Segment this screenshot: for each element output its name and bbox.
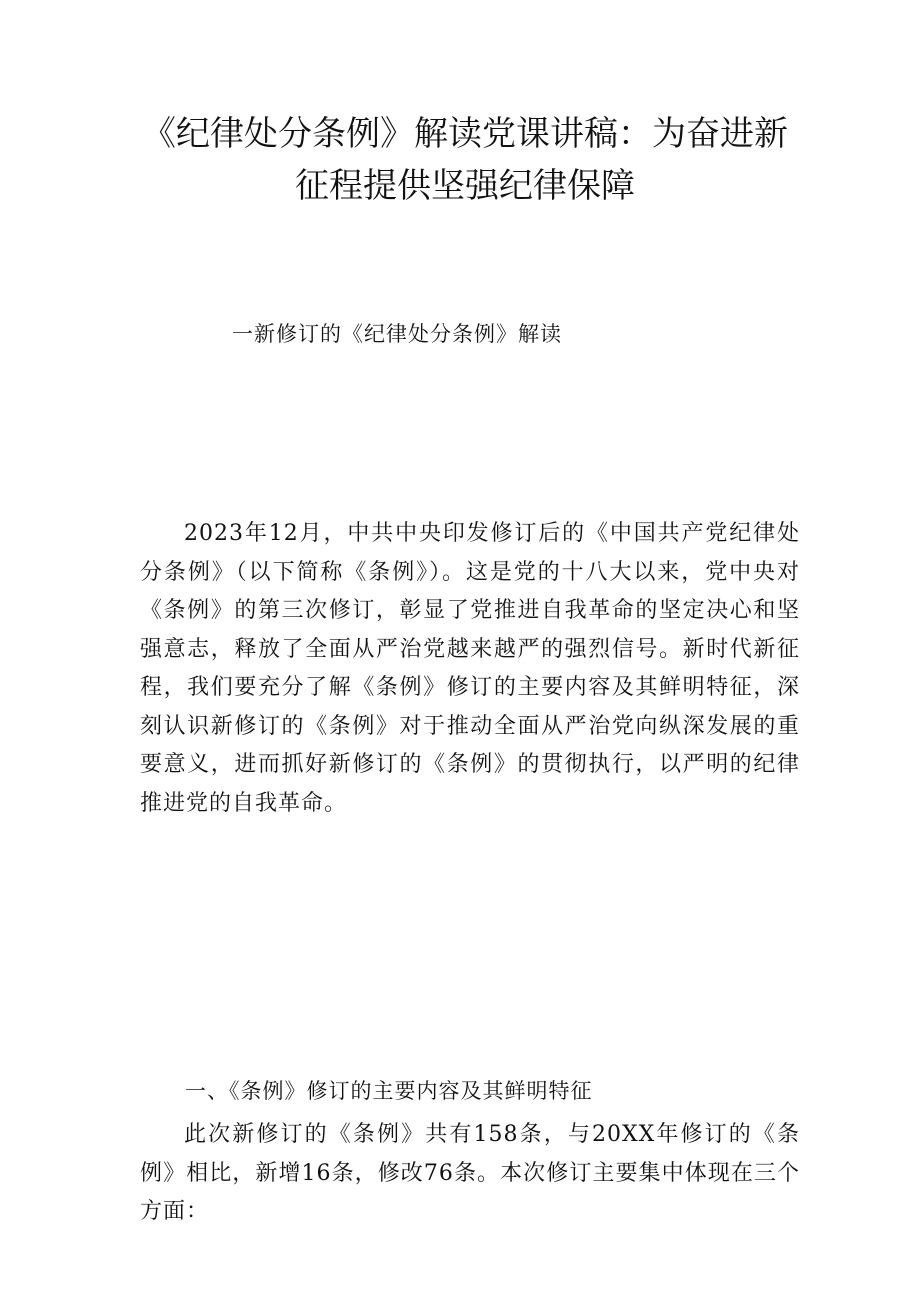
- document-subtitle: 一新修订的《纪律处分条例》解读: [232, 322, 562, 346]
- intro-paragraph: 2023年12月，中共中央印发修订后的《中国共产党纪律处分条例》（以下简称《条例》）。这是党的十八大以来，党中央对《条例》的第三次修订，彰显了党推进自我革命的坚定决心和坚强意志，释放了全面从严治党越来越严的强烈信号。新时代新征程，我们要充分了解《条例》修订的主要内容及其鲜明特征，深刻认识新修订的《条例》对于推动全面从严治党向纵深发展的重要意义，进而抓好新修订的《条例》的贯彻执行，以严明的纪律推进党的自我革命。: [140, 521, 800, 816]
- section-paragraph: 此次新修订的《条例》共有158条，与20XX年修订的《条例》相比，新增16条，修改76条。本次修订主要集中体现在三个方面：: [140, 1122, 800, 1224]
- document-title: 《纪律处分条例》解读党课讲稿：为奋进新征程提供坚强纪律保障: [142, 114, 788, 206]
- section-heading: 一、《条例》修订的主要内容及其鲜明特征: [185, 1079, 593, 1103]
